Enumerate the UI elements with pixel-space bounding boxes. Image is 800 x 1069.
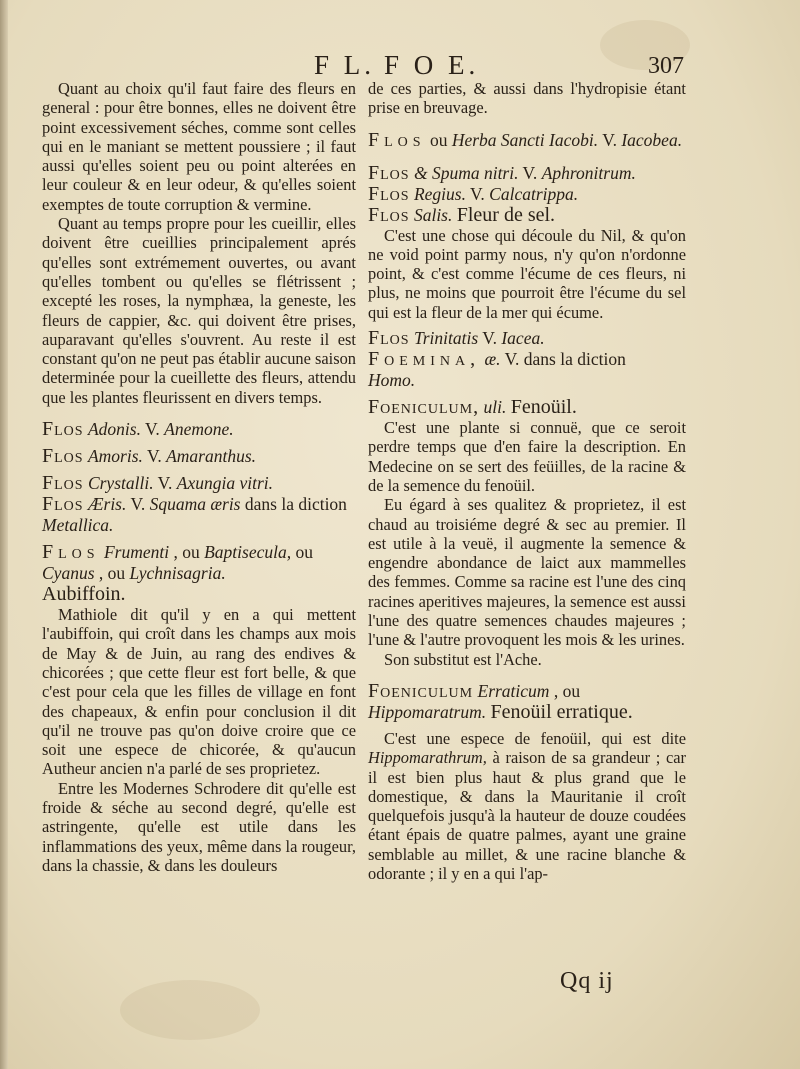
entry-head: Flos xyxy=(368,182,410,205)
entry-separator: ou xyxy=(295,542,313,563)
entry-head: Flos xyxy=(42,418,84,441)
entry-ref: V. xyxy=(146,446,162,467)
text-italic: Hippomarathrum, xyxy=(368,748,487,768)
paragraph-continuation: de ces parties, & aussi dans l'hydropisie étant prise en breuvage. xyxy=(368,79,686,118)
paragraph-temps-cueillir: Quant au temps propre pour les cueillir, elles doivent être cueillies principalement aprés qu'elles sont extrémement ouvertes, ou avant qu'elles tombent ou qu'elles se flétrissent ; excepté les roses, la nymphæa, la geneste, les fleurs de cappier, &c. qui doivent être prises, auparavant qu'elles s'ouvrent. Au reste il est constant qu'on ne peut pas établir aucune saison determinée pour la cueillette des fleurs, attendu que les plantes fleurissent en divers temps. xyxy=(42,214,356,407)
entry-name: Æris. xyxy=(87,494,127,515)
entry-alt-name: Cyanus xyxy=(42,563,95,584)
entry-separator: , ou xyxy=(98,563,126,584)
entry-ref: V. xyxy=(482,328,497,349)
entry-alt-name: Baptisecula, xyxy=(204,542,292,563)
paragraph-foeniculum-1: C'est une plante si connuë, que ce seroit perdre temps que d'en faire la description. En Medecine on se sert des feüilles, de la racine & de la semence du fenoüil. xyxy=(368,418,686,495)
entry-head: Flos xyxy=(42,493,84,516)
entry-separator: ou xyxy=(429,129,448,150)
entry-name: Herba Sancti Iacobi. xyxy=(451,129,599,150)
entry-name: Frumenti xyxy=(103,542,170,563)
text-run: à raison de sa grandeur ; car il est bien plus haut & plus grand que le domestique, & dans la Mauritanie il croît quelquefois jusqu'à la hauteur de douze coudées étant épais de quatre palmes, ayant une graine semblable au millet, & une racine blanche & odorante ; il y en a qui l'ap- xyxy=(368,748,686,884)
entry-flos-regius xyxy=(368,184,686,205)
entry-flos-herba xyxy=(368,130,686,151)
entry-head: Foeniculum, xyxy=(368,396,480,419)
entry-ref: V. xyxy=(602,129,617,150)
entry-alt-name: Lychnisagria. xyxy=(129,563,226,584)
entry-target: Aphronitrum. xyxy=(541,162,636,183)
entry-name: Salis. xyxy=(413,204,453,225)
entry-french-name: Aubiffoin. xyxy=(42,583,126,606)
entry-flos-spuma xyxy=(368,163,686,184)
entry-head: Flos xyxy=(368,327,410,350)
entry-head: Flos xyxy=(42,472,84,495)
entry-target: Homo. xyxy=(368,370,416,391)
entry-foeniculum xyxy=(368,397,686,418)
entry-separator: , ou xyxy=(553,680,581,701)
entry-flos-frumenti xyxy=(42,542,356,605)
entry-french-name: Fleur de sel. xyxy=(456,203,556,226)
entry-name: Crystalli. xyxy=(87,473,154,494)
running-head-right: F O E. xyxy=(384,50,480,80)
entry-flos-salis xyxy=(368,205,686,226)
entry-french-name: Fenoüil. xyxy=(510,396,577,419)
entry-target: Axungia vitri. xyxy=(176,473,274,494)
entry-tail-italic: Metallica. xyxy=(42,515,114,536)
entry-genitive: uli. xyxy=(483,397,507,418)
paper-stain xyxy=(120,980,260,1040)
entry-target: Anemone. xyxy=(164,419,234,440)
paragraph-salis: C'est une chose qui découle du Nil, & qu'on ne void point parmy nous, n'y qu'on n'ordonne point, & c'est comme l'écume de ces fleurs, ni plus, ne moins que pourroit être l'écume du sel qui est la fleur de la mer qui écume. xyxy=(368,225,686,322)
entry-foemina xyxy=(368,349,686,391)
entry-ref: V. xyxy=(157,473,173,494)
entry-name: Erraticum xyxy=(477,680,550,701)
entry-flos-amoris xyxy=(42,446,356,467)
entry-head: Flos xyxy=(42,445,84,468)
entry-tail: dans la diction xyxy=(244,494,347,515)
entry-ref: V. xyxy=(522,162,538,183)
entry-name: Amoris. xyxy=(87,446,143,467)
entry-target: Squama æris xyxy=(149,494,241,515)
paragraph-mathiole: Mathiole dit qu'il y en a qui mettent l'aubiffoin, qui croît dans les champs aux mois de May & de Juin, au rang des endives & chicorées ; que cette fleur est fort belle, & que c'est pour cela que les filles de village en font des chapeaux, & enfin pour conclusion il dit qu'il ne trouve pas qu'on doive croire que ce soit une espece de chicorée, & qu'aucun Autheur ancien n'a parlé de ses proprietez. xyxy=(42,605,356,779)
entry-head: Flos xyxy=(368,203,410,226)
paragraph-foeniculum-2: Eu égard à ses qualitez & proprietez, il est chaud au troisiéme degré & sec au premier. Il est utile à la veuë, il augmente la semence & engendre abondance de laict aux mammelles des femmes. Comme sa racine est l'une des cinq racines aperitives majeures, la semence est aussi l'une des quatre semences chaudes majeures ; l'une & l'autre provoquent les mois & les urines. xyxy=(368,495,686,650)
entry-head: Foeniculum xyxy=(368,679,474,702)
entry-tail: dans la diction xyxy=(523,349,626,370)
text-run: C'est une espece de fenoüil, qui est dite xyxy=(384,728,686,748)
right-column xyxy=(368,79,686,883)
entry-ref: V. xyxy=(145,419,160,440)
entry-head: Flos xyxy=(368,161,410,184)
entry-target: Amaranthus. xyxy=(166,446,257,467)
entry-head: Flos xyxy=(42,541,100,564)
paragraph-erraticum xyxy=(368,729,686,883)
entry-target: Iacobea. xyxy=(621,129,683,150)
paragraph-schrodere: Entre les Modernes Schrodere dit qu'elle est froide & séche au second degré, qu'elle est astringente, qu'elle est utile dans les inflammations des yeux, même dans la rougeur, dans la chassie, & dans les douleurs xyxy=(42,778,356,875)
entry-name: Regius. xyxy=(413,183,466,204)
entry-target: Calcatrippa. xyxy=(489,183,579,204)
entry-foeniculum-erraticum xyxy=(368,681,686,723)
entry-name: & Spuma nitri. xyxy=(413,162,519,183)
signature-mark: Qq ij xyxy=(560,968,614,994)
paragraph-foeniculum-3: Son substitut est l'Ache. xyxy=(384,649,542,669)
left-column xyxy=(42,79,356,875)
entry-ref: V. xyxy=(130,494,146,515)
page-number: 307 xyxy=(648,53,684,79)
entry-ref: V. xyxy=(470,183,485,204)
running-head-left: F L. xyxy=(314,50,376,80)
entry-alt-name: Hippomaratrum. xyxy=(368,701,487,722)
entry-head: Foemina, xyxy=(368,348,481,371)
entry-head: Flos xyxy=(368,128,426,151)
entry-name: Adonis. xyxy=(87,419,141,440)
entry-flos-adonis xyxy=(42,419,356,440)
entry-genitive: æ. xyxy=(484,349,501,370)
entry-flos-crystalli xyxy=(42,473,356,494)
paragraph-choix-fleurs: Quant au choix qu'il faut faire des fleurs en general : pour être bonnes, elles ne doivent être point excessivement séches, comme sont celles qui en le maniant se mettent poussiere ; il faut aussi qu'elles soient peu ou point alterées en leur couleur & en leur odeur, & qu'elles soient exemptes de toute corruption & vermine. xyxy=(42,79,356,214)
binding-gutter xyxy=(0,0,8,1069)
entry-target: Iacea. xyxy=(501,328,545,349)
entry-flos-aeris xyxy=(42,494,356,536)
entry-french-name: Fenoüil erratique. xyxy=(490,700,633,723)
entry-name: Trinitatis xyxy=(413,328,479,349)
entry-ref: V. xyxy=(504,349,520,370)
entry-flos-trinitatis xyxy=(368,328,686,349)
entry-separator: , ou xyxy=(173,542,200,563)
